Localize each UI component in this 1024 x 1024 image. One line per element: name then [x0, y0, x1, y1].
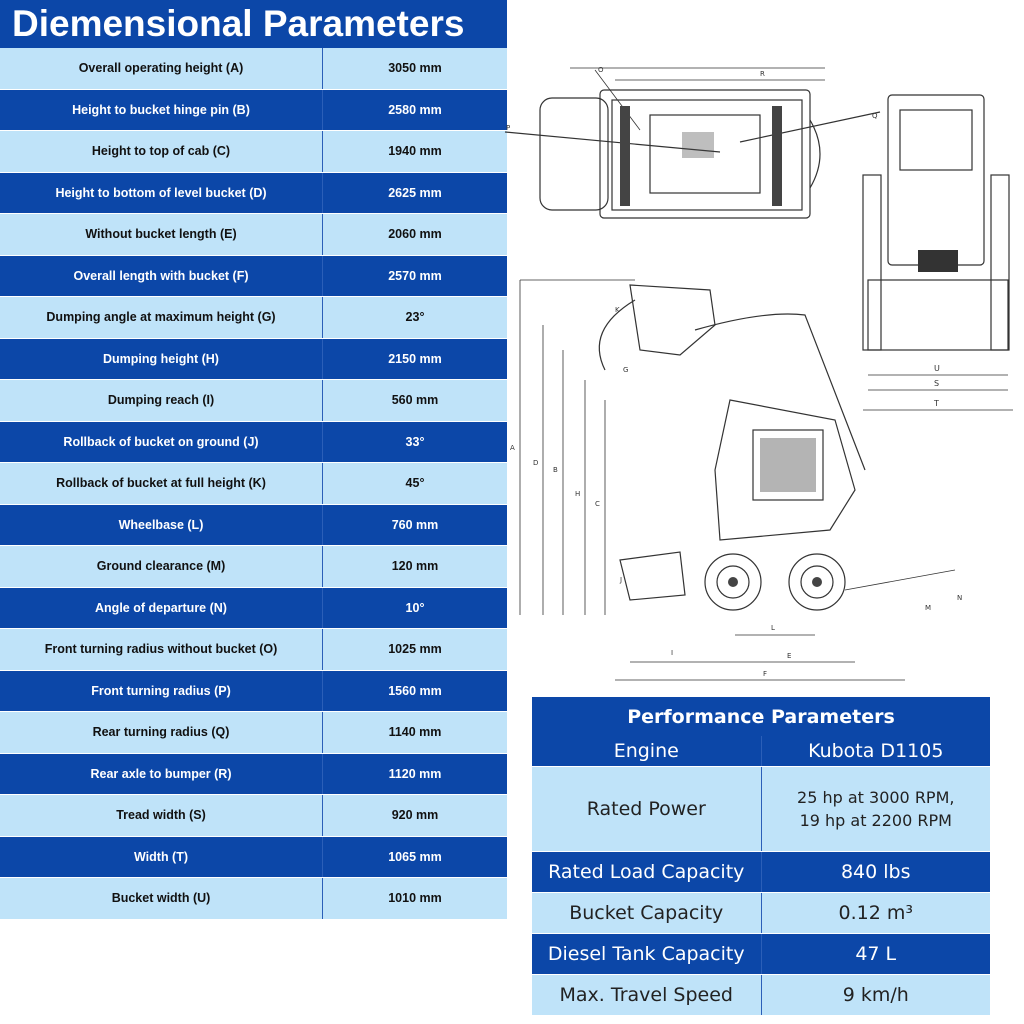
dimension-label: Rollback of bucket at full height (K) [0, 463, 323, 505]
dimension-label: Rear turning radius (Q) [0, 712, 323, 754]
top-view-drawing [500, 60, 878, 220]
dimension-value: 1120 mm [323, 753, 508, 795]
front-label-s: S [934, 379, 940, 388]
rated-power-value [761, 767, 990, 852]
rated-load-label: Rated Load Capacity [532, 852, 761, 893]
top-label-o: O [598, 66, 604, 74]
dimension-value: 3050 mm [323, 48, 508, 89]
diesel-tank-label: Diesel Tank Capacity [532, 934, 761, 975]
side-label-n: N [957, 594, 963, 602]
dimension-row [0, 836, 507, 878]
dimension-value: 1065 mm [323, 836, 508, 878]
dimension-row [0, 753, 507, 795]
dimension-label: Height to top of cab (C) [0, 131, 323, 173]
dimension-label: Without bucket length (E) [0, 214, 323, 256]
dimension-label: Dumping angle at maximum height (G) [0, 297, 323, 339]
dimension-value: 2150 mm [323, 338, 508, 380]
dimension-row [0, 878, 507, 920]
dimension-row [0, 89, 507, 131]
dimension-row [0, 421, 507, 463]
dimension-row [0, 670, 507, 712]
dimension-label: Front turning radius (P) [0, 670, 323, 712]
rated-power-row [532, 767, 990, 852]
side-label-k: K [615, 306, 620, 314]
rated-power-line-2: 19 hp at 2200 RPM [799, 811, 952, 830]
dimension-value: 45° [323, 463, 508, 505]
dimension-value: 560 mm [323, 380, 508, 422]
rated-load-row [532, 852, 990, 893]
page-title: Diemensional Parameters [0, 0, 507, 48]
dimension-row [0, 712, 507, 754]
dimension-label: Overall length with bucket (F) [0, 255, 323, 297]
side-label-j: J [620, 576, 623, 584]
dimension-label: Dumping reach (I) [0, 380, 323, 422]
dimension-value: 2060 mm [323, 214, 508, 256]
dimension-row [0, 463, 507, 505]
top-label-r: R [760, 70, 765, 78]
dimension-label: Tread width (S) [0, 795, 323, 837]
side-label-g: G [623, 366, 629, 374]
side-label-h: H [575, 490, 581, 498]
performance-title: Performance Parameters [532, 697, 990, 736]
dimension-value: 1025 mm [323, 629, 508, 671]
dimension-label: Front turning radius without bucket (O) [0, 629, 323, 671]
dimension-row [0, 172, 507, 214]
travel-speed-value: 9 km/h [761, 975, 990, 1016]
dimension-label: Dumping height (H) [0, 338, 323, 380]
dimensional-parameters-table [0, 48, 507, 920]
dimension-value: 760 mm [323, 504, 508, 546]
dimension-row [0, 504, 507, 546]
side-view-drawing [505, 270, 975, 690]
engine-row [532, 736, 990, 767]
dimension-row [0, 131, 507, 173]
side-label-f: F [763, 670, 768, 678]
dimension-row [0, 629, 507, 671]
rated-power-label: Rated Power [532, 767, 761, 852]
dimension-row [0, 214, 507, 256]
bucket-capacity-label: Bucket Capacity [532, 893, 761, 934]
dimension-label: Bucket width (U) [0, 878, 323, 920]
diesel-tank-row [532, 934, 990, 975]
diesel-tank-value: 47 L [761, 934, 990, 975]
front-label-t: T [934, 399, 939, 408]
dimension-label: Rear axle to bumper (R) [0, 753, 323, 795]
side-label-d: D [533, 459, 539, 467]
dimension-label: Width (T) [0, 836, 323, 878]
dimension-label: Height to bucket hinge pin (B) [0, 89, 323, 131]
front-label-u: U [934, 364, 940, 373]
dimension-label: Angle of departure (N) [0, 587, 323, 629]
dimension-value: 2625 mm [323, 172, 508, 214]
top-label-q: Q [872, 112, 878, 120]
dimension-label: Height to bottom of level bucket (D) [0, 172, 323, 214]
bucket-capacity-row [532, 893, 990, 934]
top-label-p: P [506, 124, 511, 132]
dimension-value: 23° [323, 297, 508, 339]
dimension-value: 1010 mm [323, 878, 508, 920]
rated-power-line-1: 25 hp at 3000 RPM, [797, 788, 955, 807]
dimension-value: 33° [323, 421, 508, 463]
dimension-value: 1140 mm [323, 712, 508, 754]
bucket-capacity-value: 0.12 m³ [761, 893, 990, 934]
dimension-row [0, 587, 507, 629]
dimension-row [0, 338, 507, 380]
dimension-value: 10° [323, 587, 508, 629]
dimension-row [0, 546, 507, 588]
engine-value: Kubota D1105 [761, 736, 990, 767]
dimension-label: Wheelbase (L) [0, 504, 323, 546]
side-label-a: A [510, 444, 515, 452]
dimension-value: 920 mm [323, 795, 508, 837]
performance-parameters-table [532, 697, 990, 1016]
dimension-label: Rollback of bucket on ground (J) [0, 421, 323, 463]
side-label-i: I [671, 649, 674, 657]
dimension-value: 1560 mm [323, 670, 508, 712]
dimension-row [0, 255, 507, 297]
dimension-label: Ground clearance (M) [0, 546, 323, 588]
dimension-value: 1940 mm [323, 131, 508, 173]
dimension-row [0, 380, 507, 422]
dimension-row [0, 48, 507, 89]
engine-label: Engine [532, 736, 761, 767]
side-label-m: M [925, 604, 932, 612]
dimension-value: 2570 mm [323, 255, 508, 297]
side-label-e: E [787, 652, 792, 660]
side-label-c: C [595, 500, 600, 508]
rated-load-value: 840 lbs [761, 852, 990, 893]
dimension-row [0, 297, 507, 339]
side-label-l: L [771, 624, 775, 632]
travel-speed-row [532, 975, 990, 1016]
travel-speed-label: Max. Travel Speed [532, 975, 761, 1016]
dimension-label: Overall operating height (A) [0, 48, 323, 89]
dimension-row [0, 795, 507, 837]
dimension-value: 120 mm [323, 546, 508, 588]
side-label-b: B [553, 466, 558, 474]
dimension-value: 2580 mm [323, 89, 508, 131]
